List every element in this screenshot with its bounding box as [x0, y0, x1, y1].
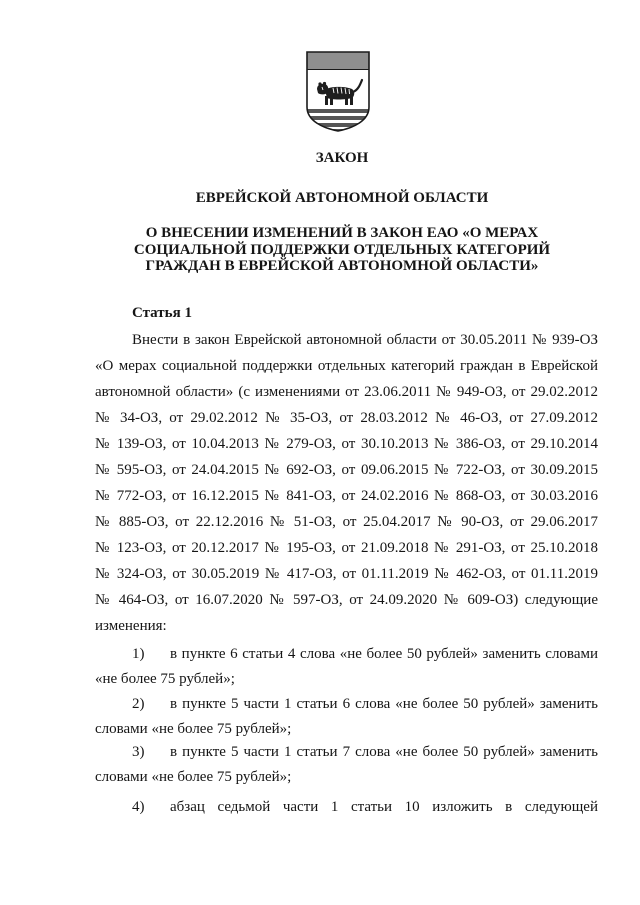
text-line: № 595-ОЗ, от 24.04.2015 № 692-ОЗ, от 09.06.2015 № 722-ОЗ, от 30.09.2015: [95, 462, 598, 478]
text-line: абзац седьмой части 1 статьи 10 изложить в следующей: [170, 799, 598, 815]
text-line: № 772-ОЗ, от 16.12.2015 № 841-ОЗ, от 24.02.2016 № 868-ОЗ, от 30.03.2016: [95, 488, 598, 504]
list-item-number: 2): [132, 696, 145, 712]
text-line: «не более 75 рублей»;: [95, 671, 235, 687]
text-line: «О мерах социальной поддержки отдельных категорий граждан в Еврейской: [95, 358, 598, 374]
article-heading: Статья 1: [132, 305, 192, 321]
text-line: в пункте 5 части 1 статьи 7 слова «не более 50 рублей» заменить: [170, 744, 598, 760]
text-line: № 324-ОЗ, от 30.05.2019 № 417-ОЗ, от 01.11.2019 № 462-ОЗ, от 01.11.2019: [95, 566, 598, 582]
text-line: словами «не более 75 рублей»;: [95, 769, 292, 785]
coat-of-arms-icon: [305, 49, 371, 133]
text-line: № 464-ОЗ, от 16.07.2020 № 597-ОЗ, от 24.09.2020 № 609-ОЗ) следующие: [95, 592, 598, 608]
list-item-first-line: [95, 740, 598, 765]
text-line: в пункте 5 части 1 статьи 6 слова «не более 50 рублей» заменить: [170, 696, 598, 712]
text-line: в пункте 6 статьи 4 слова «не более 50 рублей» заменить словами: [170, 646, 598, 662]
document-title: [95, 225, 589, 275]
list-item-number: 3): [132, 744, 145, 760]
list-item-number: 4): [132, 799, 145, 815]
title-line: ГРАЖДАН В ЕВРЕЙСКОЙ АВТОНОМНОЙ ОБЛАСТИ»: [145, 258, 539, 274]
article-intro-paragraph: [95, 327, 598, 639]
document-type: ЗАКОН: [315, 150, 369, 166]
text-line: автономной области» (с изменениями от 23.06.2011 № 949-ОЗ, от 29.02.2012: [95, 384, 598, 400]
list-item-first-line: [95, 692, 598, 717]
title-line: СОЦИАЛЬНОЙ ПОДДЕРЖКИ ОТДЕЛЬНЫХ КАТЕГОРИЙ: [133, 241, 551, 258]
title-line: О ВНЕСЕНИИ ИЗМЕНЕНИЙ В ЗАКОН ЕАО «О МЕРАХ: [145, 225, 539, 241]
document-region: ЕВРЕЙСКОЙ АВТОНОМНОЙ ОБЛАСТИ: [195, 190, 489, 206]
text-line: № 34-ОЗ, от 29.02.2012 № 35-ОЗ, от 28.03.2012 № 46-ОЗ, от 27.09.2012: [95, 410, 598, 426]
text-line: изменения:: [95, 618, 167, 634]
list-item-number: 1): [132, 646, 145, 662]
list-item: [95, 692, 598, 742]
list-item-first-line: [95, 642, 598, 667]
list-item-first-line: [95, 795, 598, 820]
text-line: № 885-ОЗ, от 22.12.2016 № 51-ОЗ, от 25.04.2017 № 90-ОЗ, от 29.06.2017: [95, 514, 598, 530]
text-line: № 123-ОЗ, от 20.12.2017 № 195-ОЗ, от 21.09.2018 № 291-ОЗ, от 25.10.2018: [95, 540, 598, 556]
list-item: [95, 795, 598, 820]
text-line: Внести в закон Еврейской автономной области от 30.05.2011 № 939-ОЗ: [132, 332, 598, 348]
text-line: словами «не более 75 рублей»;: [95, 721, 292, 737]
list-item: [95, 740, 598, 790]
list-item: [95, 642, 598, 692]
text-line: № 139-ОЗ, от 10.04.2013 № 279-ОЗ, от 30.10.2013 № 386-ОЗ, от 29.10.2014: [95, 436, 598, 452]
